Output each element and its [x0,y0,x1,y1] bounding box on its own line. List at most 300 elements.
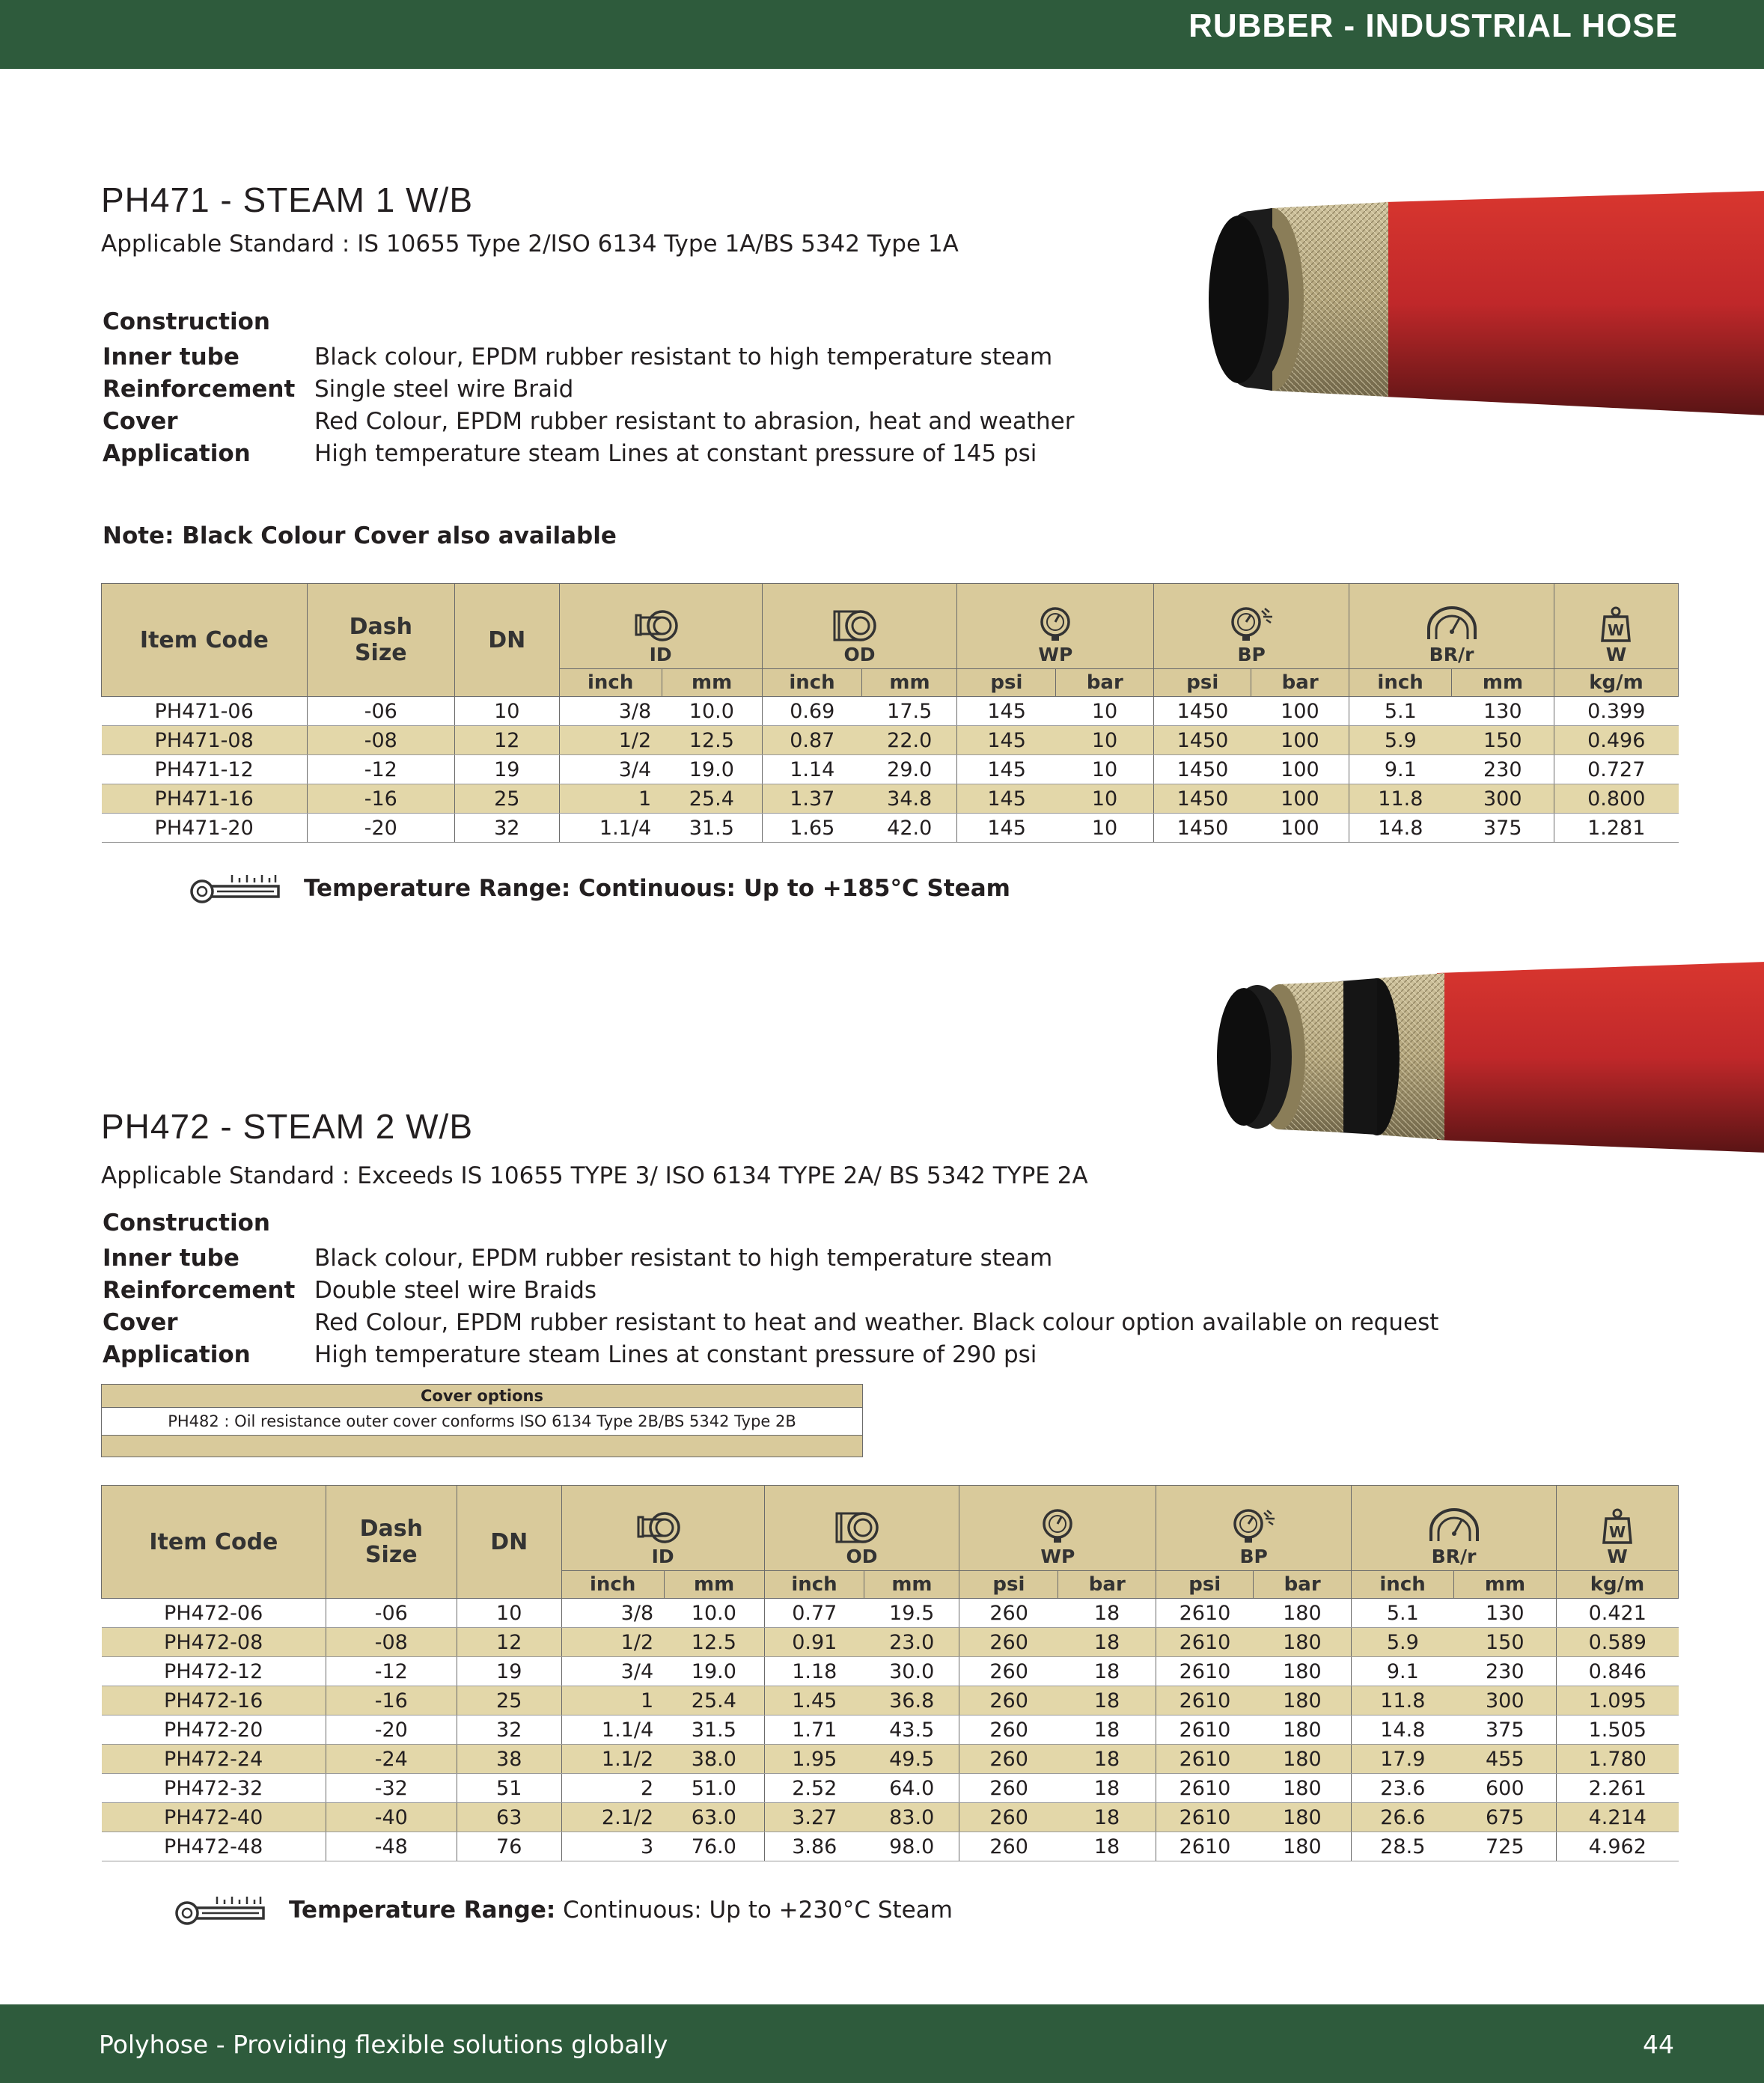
unit-header: mm [664,1571,764,1599]
table-cell: 2610 [1156,1686,1254,1715]
outer-diameter-icon [834,1511,888,1544]
table-cell: 1.1/4 [561,1715,664,1745]
col-group-weight [1554,584,1678,669]
table-cell: 18 [1058,1686,1156,1715]
table-cell: 10 [1056,784,1154,814]
construction-heading: Construction [103,1210,270,1236]
construction-row [103,1274,1438,1306]
construction-row [103,341,1075,373]
table-cell: 10 [1056,814,1154,843]
temperature-value: Continuous: Up to +230°C Steam [555,1897,953,1924]
table-cell: 10.0 [662,697,762,726]
construction-label: Inner tube [103,1244,239,1272]
table-cell: 11.8 [1352,1686,1454,1715]
product-title: PH472 - STEAM 2 W/B [101,1107,474,1146]
thermometer-icon [172,1894,266,1927]
table-cell: 260 [959,1628,1058,1657]
table-cell: 1.1/2 [561,1745,664,1774]
table-cell: 18 [1058,1745,1156,1774]
table-cell: 455 [1454,1745,1557,1774]
table-cell: PH472-24 [102,1745,326,1774]
svg-text:W: W [1608,621,1625,639]
table-cell: PH472-08 [102,1628,326,1657]
group-label: WP [1040,1546,1075,1567]
table-cell: 25 [454,784,559,814]
table-cell: 180 [1254,1657,1352,1686]
unit-header: inch [559,669,662,697]
table-cell: 0.496 [1554,726,1678,755]
table-cell: 1.1/4 [559,814,662,843]
table-cell: 11.8 [1349,784,1452,814]
table-cell: 51.0 [664,1774,764,1803]
table-cell: 10 [1056,726,1154,755]
table-cell: 180 [1254,1686,1352,1715]
col-group-bp [1156,1486,1352,1571]
table-cell: 725 [1454,1832,1557,1861]
table-cell: 22.0 [862,726,957,755]
construction-block [103,308,1075,469]
unit-header: inch [1349,669,1452,697]
table-cell: 76.0 [664,1832,764,1861]
unit-header: psi [1156,1571,1254,1599]
table-row [102,1657,1679,1686]
table-cell: 1450 [1154,726,1251,755]
col-dn: DN [454,584,559,697]
table-cell: 180 [1254,1832,1352,1861]
table-cell: 25.4 [664,1686,764,1715]
table-cell: 145 [957,814,1056,843]
page-number: 44 [1643,2030,1674,2059]
table-cell: 260 [959,1832,1058,1861]
construction-label: Application [103,1341,251,1368]
table-row [102,1803,1679,1832]
table-row [102,1599,1679,1628]
col-dash-size: Dash Size [307,584,454,697]
table-cell: 145 [957,726,1056,755]
table-cell: 1 [559,784,662,814]
table-cell: 1.18 [764,1657,864,1686]
table-row [102,814,1679,843]
group-label: BR/r [1429,644,1474,665]
table-cell: 3/4 [559,755,662,784]
footer-tagline: Polyhose - Providing flexible solutions globally [99,2030,668,2059]
table-cell: 3/8 [559,697,662,726]
table-cell: 17.5 [862,697,957,726]
table-cell: 375 [1454,1715,1557,1745]
construction-value: Black colour, EPDM rubber resistant to high temperature steam [314,1244,1053,1272]
unit-header: bar [1254,1571,1352,1599]
table-cell: -12 [326,1657,457,1686]
table-cell: 14.8 [1349,814,1452,843]
table-cell: -48 [326,1832,457,1861]
pressure-gauge-icon [1037,606,1074,642]
table-cell: 260 [959,1715,1058,1745]
table-cell: 98.0 [864,1832,959,1861]
bend-radius-icon [1424,606,1480,642]
table-cell: 64.0 [864,1774,959,1803]
table-cell: 300 [1454,1686,1557,1715]
table-cell: 1/2 [561,1628,664,1657]
table-row [102,726,1679,755]
unit-header: psi [959,1571,1058,1599]
table-cell: 9.1 [1349,755,1452,784]
unit-header: inch [561,1571,664,1599]
table-cell: 675 [1454,1803,1557,1832]
group-label: BR/r [1431,1546,1477,1567]
table-cell: 1 [561,1686,664,1715]
table-cell: 180 [1254,1803,1352,1832]
unit-header: mm [662,669,762,697]
col-group-od [764,1486,959,1571]
table-cell: PH472-12 [102,1657,326,1686]
table-cell: 5.1 [1349,697,1452,726]
footer-bar [0,2004,1764,2083]
table-cell: 10 [457,1599,561,1628]
burst-gauge-icon [1230,1508,1278,1544]
table-cell: 26.6 [1352,1803,1454,1832]
table-cell: 4.962 [1556,1832,1678,1861]
burst-gauge-icon [1227,606,1275,642]
table-cell: -16 [326,1686,457,1715]
table-cell: 1450 [1154,784,1251,814]
table-cell: 2610 [1156,1657,1254,1686]
group-label: ID [651,1546,674,1567]
table-cell: 2610 [1156,1774,1254,1803]
construction-value: Black colour, EPDM rubber resistant to high temperature steam [314,343,1053,370]
group-label: OD [843,644,876,665]
col-group-wp [957,584,1154,669]
weight-icon [1601,606,1631,642]
col-group-weight [1556,1486,1678,1571]
construction-row [103,405,1075,437]
unit-header: inch [764,1571,864,1599]
table-cell: 3/8 [561,1599,664,1628]
col-group-bend-radius [1352,1486,1557,1571]
svg-text:W: W [1608,1523,1626,1541]
table-cell: 9.1 [1352,1657,1454,1686]
table-cell: 1.281 [1554,814,1678,843]
table-cell: 3.86 [764,1832,864,1861]
table-row [102,1628,1679,1657]
table-row [102,755,1679,784]
construction-row [103,373,1075,405]
table-cell: 260 [959,1774,1058,1803]
table-cell: 32 [457,1715,561,1745]
single-braid-hose-image [1197,187,1764,419]
col-dn: DN [457,1486,561,1599]
construction-row [103,437,1075,469]
table-cell: PH472-06 [102,1599,326,1628]
table-cell: 0.727 [1554,755,1678,784]
table-cell: -12 [307,755,454,784]
table-cell: 145 [957,755,1056,784]
table-cell: 25 [457,1686,561,1715]
table-cell: 18 [1058,1803,1156,1832]
table-cell: 230 [1452,755,1554,784]
col-group-id [559,584,762,669]
col-item-code: Item Code [102,1486,326,1599]
thermometer-icon [187,872,281,905]
table-cell: 375 [1452,814,1554,843]
table-cell: PH472-16 [102,1686,326,1715]
unit-header: kg/m [1556,1571,1678,1599]
table-cell: 100 [1251,784,1349,814]
table-cell: 0.589 [1556,1628,1678,1657]
col-group-wp [959,1486,1156,1571]
table-cell: 17.9 [1352,1745,1454,1774]
construction-value: High temperature steam Lines at constant pressure of 145 psi [314,439,1037,467]
group-label: ID [649,644,672,665]
table-cell: 2.52 [764,1774,864,1803]
table-cell: 145 [957,697,1056,726]
table-cell: 0.87 [762,726,862,755]
table-cell: 260 [959,1745,1058,1774]
col-group-bp [1154,584,1349,669]
table-cell: 18 [1058,1657,1156,1686]
table-cell: 100 [1251,697,1349,726]
table-cell: PH472-32 [102,1774,326,1803]
unit-header: inch [762,669,862,697]
table-cell: 180 [1254,1599,1352,1628]
col-dash-size: Dash Size [326,1486,457,1599]
table-cell: 18 [1058,1832,1156,1861]
table-cell: 100 [1251,755,1349,784]
table-row [102,1715,1679,1745]
table-row [102,1832,1679,1861]
table-cell: 1.095 [1556,1686,1678,1715]
table-cell: 2.261 [1556,1774,1678,1803]
table-cell: 38.0 [664,1745,764,1774]
header-bar [0,0,1764,69]
table-cell: 25.4 [662,784,762,814]
table-cell: 260 [959,1686,1058,1715]
table-cell: PH471-08 [102,726,308,755]
table-cell: -40 [326,1803,457,1832]
table-cell: 12 [454,726,559,755]
table-cell: 43.5 [864,1715,959,1745]
table-cell: 2610 [1156,1803,1254,1832]
table-cell: 1450 [1154,814,1251,843]
table-cell: 0.399 [1554,697,1678,726]
construction-value: Red Colour, EPDM rubber resistant to heat and weather. Black colour option available on request [314,1308,1439,1336]
construction-value: Red Colour, EPDM rubber resistant to abrasion, heat and weather [314,407,1075,435]
table-cell: 1.65 [762,814,862,843]
table-row [102,784,1679,814]
construction-heading: Construction [103,308,270,335]
unit-header: mm [1452,669,1554,697]
table-cell: 130 [1452,697,1554,726]
table-cell: 19.5 [864,1599,959,1628]
table-cell: 14.8 [1352,1715,1454,1745]
table-cell: 18 [1058,1628,1156,1657]
table-cell: 12.5 [664,1628,764,1657]
table-cell: 38 [457,1745,561,1774]
table-row [102,697,1679,726]
group-label: W [1605,644,1627,665]
table-cell: 28.5 [1352,1832,1454,1861]
table-cell: 0.77 [764,1599,864,1628]
table-cell: 180 [1254,1715,1352,1745]
inner-diameter-icon [636,1511,690,1544]
table-cell: PH471-20 [102,814,308,843]
table-cell: 29.0 [862,755,957,784]
table-cell: -24 [326,1745,457,1774]
unit-header: mm [862,669,957,697]
construction-label: Cover [103,1308,178,1336]
table-cell: 18 [1058,1599,1156,1628]
group-label: W [1607,1546,1628,1567]
table-row [102,1745,1679,1774]
table-cell: 23.6 [1352,1774,1454,1803]
table-cell: 100 [1251,726,1349,755]
table-cell: 3.27 [764,1803,864,1832]
table-cell: 34.8 [862,784,957,814]
unit-header: mm [864,1571,959,1599]
table-cell: 145 [957,784,1056,814]
construction-label: Reinforcement [103,1276,296,1304]
table-cell: 1.71 [764,1715,864,1745]
col-group-bend-radius [1349,584,1554,669]
table-cell: 18 [1058,1715,1156,1745]
table-cell: 5.9 [1352,1628,1454,1657]
construction-row [103,1338,1438,1370]
table-cell: 49.5 [864,1745,959,1774]
table-cell: 31.5 [662,814,762,843]
construction-block [103,1210,1438,1370]
table-cell: PH471-06 [102,697,308,726]
construction-label: Application [103,439,251,467]
table-cell: 63.0 [664,1803,764,1832]
table-cell: 12 [457,1628,561,1657]
table-cell: 76 [457,1832,561,1861]
bend-radius-icon [1426,1508,1482,1544]
cover-options-heading: Cover options [102,1385,862,1408]
applicable-standard: Applicable Standard : IS 10655 Type 2/ISO 6134 Type 1A/BS 5342 Type 1A [101,231,959,257]
table-cell: -08 [326,1628,457,1657]
table-cell: 0.846 [1556,1657,1678,1686]
construction-value: High temperature steam Lines at constant pressure of 290 psi [314,1341,1037,1368]
cover-option-item: PH482 : Oil resistance outer cover conforms ISO 6134 Type 2B/BS 5342 Type 2B [102,1408,862,1436]
table-cell: 63 [457,1803,561,1832]
table-cell: 260 [959,1657,1058,1686]
outer-diameter-icon [832,609,886,642]
note: Note: Black Colour Cover also available [103,522,617,549]
table-cell: -32 [326,1774,457,1803]
construction-row [103,1242,1438,1274]
table-cell: 36.8 [864,1686,959,1715]
temperature-range [172,1894,953,1927]
table-body [102,1599,1679,1861]
unit-header: psi [1154,669,1251,697]
col-group-od [762,584,957,669]
group-label: OD [846,1546,878,1567]
unit-header: bar [1251,669,1349,697]
table-row [102,1686,1679,1715]
table-cell: 0.421 [1556,1599,1678,1628]
section-title: RUBBER - INDUSTRIAL HOSE [1188,7,1678,44]
table-cell: 3 [561,1832,664,1861]
construction-value: Double steel wire Braids [314,1276,597,1304]
table-cell: 150 [1452,726,1554,755]
construction-label: Cover [103,407,178,435]
group-label: WP [1038,644,1073,665]
table-cell: 2610 [1156,1745,1254,1774]
pressure-gauge-icon [1039,1508,1076,1544]
table-cell: 300 [1452,784,1554,814]
table-cell: 260 [959,1599,1058,1628]
table-cell: 0.91 [764,1628,864,1657]
col-item-code: Item Code [102,584,308,697]
table-cell: 1.780 [1556,1745,1678,1774]
spec-table-ph472 [101,1485,1679,1861]
table-cell: 10.0 [664,1599,764,1628]
unit-header: inch [1352,1571,1454,1599]
table-cell: 180 [1254,1774,1352,1803]
table-cell: 83.0 [864,1803,959,1832]
table-cell: 180 [1254,1628,1352,1657]
group-label: BP [1237,644,1266,665]
unit-header: kg/m [1554,669,1678,697]
unit-header: bar [1056,669,1154,697]
cover-options-footer [102,1436,862,1457]
table-cell: PH471-16 [102,784,308,814]
temperature-range [187,872,1010,905]
table-cell: 2 [561,1774,664,1803]
spec-table-ph471 [101,583,1679,843]
temperature-text: Temperature Range: Continuous: Up to +185°C Steam [304,875,1010,902]
table-cell: 1450 [1154,697,1251,726]
table-cell: 4.214 [1556,1803,1678,1832]
table-cell: 10 [1056,755,1154,784]
table-cell: 12.5 [662,726,762,755]
table-cell: -20 [307,814,454,843]
table-cell: 1/2 [559,726,662,755]
table-cell: 19 [457,1657,561,1686]
table-cell: 180 [1254,1745,1352,1774]
table-cell: 1450 [1154,755,1251,784]
table-cell: -16 [307,784,454,814]
table-cell: PH472-48 [102,1832,326,1861]
applicable-standard: Applicable Standard : Exceeds IS 10655 TYPE 3/ ISO 6134 TYPE 2A/ BS 5342 TYPE 2A [101,1162,1088,1189]
table-cell: 18 [1058,1774,1156,1803]
table-cell: 2610 [1156,1832,1254,1861]
table-cell: 0.800 [1554,784,1678,814]
temperature-label: Temperature Range: [289,1897,556,1924]
table-cell: -06 [307,697,454,726]
table-cell: 19.0 [662,755,762,784]
table-cell: 3/4 [561,1657,664,1686]
table-cell: 1.45 [764,1686,864,1715]
table-cell: 100 [1251,814,1349,843]
table-cell: 10 [454,697,559,726]
table-cell: 23.0 [864,1628,959,1657]
table-cell: 30.0 [864,1657,959,1686]
cover-options-box [101,1384,863,1457]
table-cell: 2610 [1156,1715,1254,1745]
table-cell: 51 [457,1774,561,1803]
table-cell: 1.14 [762,755,862,784]
double-braid-hose-image [1197,962,1764,1153]
table-row [102,1774,1679,1803]
table-cell: PH472-40 [102,1803,326,1832]
table-cell: -06 [326,1599,457,1628]
table-cell: 1.95 [764,1745,864,1774]
construction-row [103,1306,1438,1338]
table-cell: 2610 [1156,1628,1254,1657]
table-cell: 600 [1454,1774,1557,1803]
unit-header: bar [1058,1571,1156,1599]
table-cell: PH472-20 [102,1715,326,1745]
